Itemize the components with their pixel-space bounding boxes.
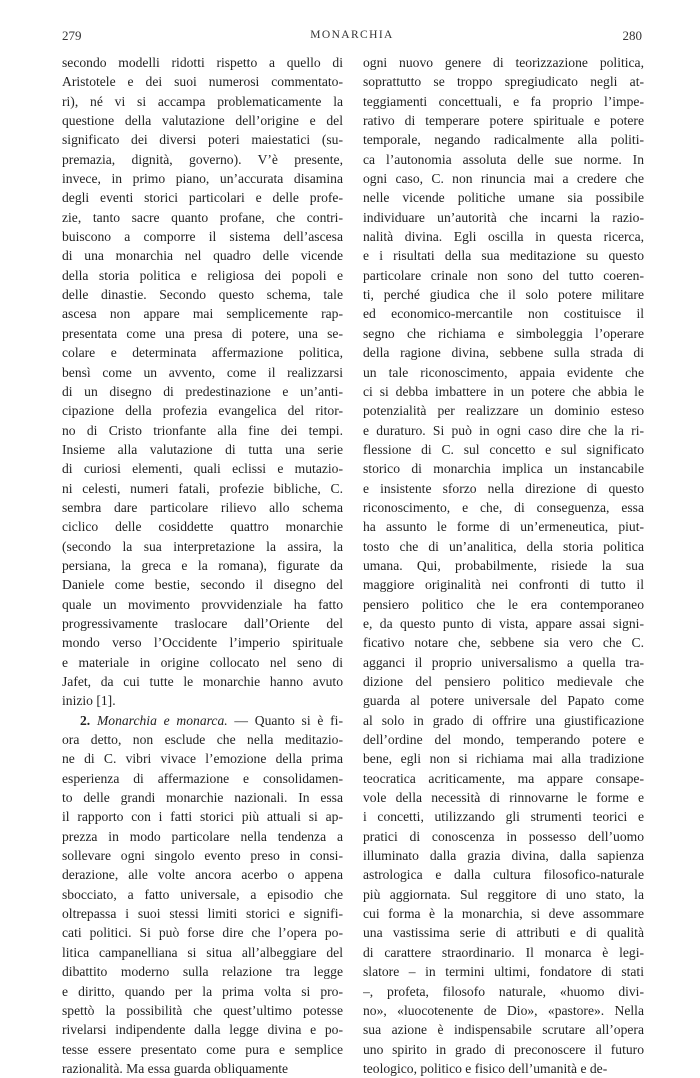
text-line: illuminato dalla grazia divina, dalla sapienza bbox=[363, 848, 644, 864]
text-line: ed economico-mercantile non costituisce il bbox=[363, 306, 644, 322]
text-line: invece, in primo piano, un’accurata disamina bbox=[62, 171, 343, 187]
text-line: tosto che di un’analitica, della storia politica bbox=[363, 538, 644, 554]
text-line: colare e determinata affermazione politica, bbox=[62, 345, 343, 361]
left-column bbox=[62, 53, 343, 1078]
text-line: spettò la possibilità che quest’ultimo potesse bbox=[62, 1002, 343, 1018]
text-line: Daniele come bestie, secondo il disegno del bbox=[62, 577, 343, 593]
text-line: dibattito moderno sulla relazione tra legge bbox=[62, 964, 343, 980]
running-title: MONARCHIA bbox=[310, 29, 394, 41]
text-line: riconoscimento, e che, di conseguenza, essa bbox=[363, 499, 644, 515]
text-line: cipazione della profezia evangelica del ritor- bbox=[62, 403, 343, 419]
text-line: derazione, alle volte ancora acerbo o appena bbox=[62, 867, 343, 883]
text-line: tesse essere presentato come pura e semplice bbox=[62, 1041, 343, 1057]
text-line: potenzialità per realizzare un dominio esteso bbox=[363, 403, 644, 419]
text-line: Jafet, da cui tutte le monarchie hanno avuto bbox=[62, 674, 343, 689]
text-line: progressivamente traslocare dall’Oriente del bbox=[62, 615, 343, 631]
section-number: 2. bbox=[80, 712, 91, 728]
text-line: (secondo la sua interpretazione la assira, la bbox=[62, 538, 343, 554]
text-line: astrologica e dalla cultura filosofico-naturale bbox=[363, 867, 644, 883]
text-line: e i risultati della sua meditazione su questo bbox=[363, 248, 644, 264]
text-line: cati politici. Si può forse dire che l’opera po- bbox=[62, 925, 343, 941]
text-line: e insistente sforzo nella direzione di questo bbox=[363, 480, 644, 496]
text-line: ogni nuovo genere di teorizzazione politica, bbox=[363, 55, 644, 70]
text-line: bensì come un avvento, come il realizzarsi bbox=[62, 364, 343, 380]
text-line: il rapporto con i fatti storici più attuali si ap- bbox=[62, 809, 343, 825]
text-line: ogni caso, C. non rinuncia mai a credere che bbox=[363, 171, 644, 187]
text-line: di una monarchia nel quadro delle vicende bbox=[62, 248, 343, 264]
text-line: no di Cristo trionfante alla fine dei tempi. bbox=[62, 422, 343, 438]
text-line: di curiosi elementi, quali eclissi e mutazio- bbox=[62, 461, 343, 477]
text-line: uno spirito in grado di preconoscere il futuro bbox=[363, 1041, 644, 1057]
text-line: sua azione è indispensabile scrutare all’opera bbox=[363, 1022, 644, 1038]
text-line: della storia politica e religiosa dei popoli e bbox=[62, 267, 343, 283]
text-line: delle dinastie. Secondo questo schema, tale bbox=[62, 287, 343, 303]
text-line: di carattere straordinario. Il monarca è legi- bbox=[363, 944, 644, 960]
text-line: inizio [1]. bbox=[62, 693, 116, 709]
text-line: –, profeta, filosofo naturale, «huomo divi- bbox=[363, 983, 644, 999]
text-line: ora detto, non esclude che nella meditazio- bbox=[62, 732, 343, 748]
text-line: quale un movimento provvidenziale ha fatto bbox=[62, 596, 343, 612]
text-line: umana. Qui, probabilmente, risiede la sua bbox=[363, 557, 644, 573]
text-line: flessione di C. sul concetto e sul significato bbox=[363, 441, 644, 457]
text-line: segno che richiama e simboleggia l’operare bbox=[363, 325, 644, 341]
text-line: ri), né vi si accampa problematicamente la bbox=[62, 93, 343, 109]
text-line: ci si debba imbattere in un potere che abbia le bbox=[363, 383, 644, 399]
text-line: nalità divina. Egli oscilla in questa ricerca, bbox=[363, 229, 644, 245]
text-line: e diritto, quando per la prima volta si pro- bbox=[62, 983, 343, 999]
text-line: di un disegno di predestinazione e un’anti- bbox=[62, 383, 343, 399]
text-line: più aggiornata. Sul reggitore di uno stato, la bbox=[363, 886, 644, 902]
text-line: e materiale in origine collocato nel seno di bbox=[62, 654, 343, 670]
text-line: nelle vicende politiche umane sia possibile bbox=[363, 190, 644, 206]
text-line: agganci il proprio universalismo a quella tra- bbox=[363, 654, 644, 670]
text-line: sbocciato, a fatto universale, a episodio che bbox=[62, 886, 343, 902]
text-line: to delle grandi monarchie nazionali. In essa bbox=[62, 790, 343, 806]
text-line: ca l’autonomia assoluta delle sue norme. In bbox=[363, 151, 644, 167]
text-line: presentata come una presa di potere, una se- bbox=[62, 325, 343, 341]
section-title: Monarchia e monarca. bbox=[96, 712, 228, 728]
text-line: ni celesti, numeri fatali, profezie bibliche, C. bbox=[62, 480, 343, 496]
text-line: un tale riconoscimento, appaia evidente che bbox=[363, 364, 644, 380]
text-line: teggiamenti concettuali, e fa proprio l’impe- bbox=[363, 93, 644, 109]
text-line: sollevare ogni singolo evento preso in consi- bbox=[62, 848, 343, 864]
text-line: individuare un’autorità che incarni la razio- bbox=[363, 209, 644, 225]
text-line: della ragione divina, sebbene sulla strada di bbox=[363, 345, 644, 361]
text-line: pratici di conoscenza in possesso dell’uomo bbox=[363, 828, 644, 844]
text-line: e duraturo. Si può in ogni caso dire che la ri- bbox=[363, 422, 644, 438]
text-line: ciclico delle cosiddette quattro monarchie bbox=[62, 519, 343, 535]
text-line: zie, tanto sacre quanto profane, che contri- bbox=[62, 209, 343, 225]
text-line: ti, perché giudica che il solo potere militare bbox=[363, 287, 644, 303]
text-line: mondo verso l’Occidente l’imperio spirituale bbox=[62, 635, 343, 651]
text-line: significato dei diversi poteri maiestatici (su- bbox=[62, 132, 343, 148]
text-line: ficativo notare che, sebbene sia vero che C. bbox=[363, 635, 644, 651]
text-line: rativo di temperare potere spirituale e potere bbox=[363, 113, 644, 129]
page-header bbox=[62, 28, 642, 48]
text-line: persiana, la greca e la romana), figurate da bbox=[62, 557, 343, 573]
text-line: ha assunto le forme di un’ermeneutica, piut- bbox=[363, 519, 644, 535]
text-line: storico di monarchia implica un instancabile bbox=[363, 461, 644, 477]
text-line: litica campanelliana si situa all’albeggiare del bbox=[62, 944, 343, 960]
section-heading-line bbox=[62, 711, 343, 730]
page-number-left: 279 bbox=[62, 28, 82, 43]
text-line: razionalità. Ma essa guarda obliquamente bbox=[62, 1060, 289, 1076]
text-line: esperienza di affermazione e consolidamen- bbox=[62, 770, 343, 786]
text-line: al solo in grado di offrire una giustificazione bbox=[363, 712, 644, 728]
text-line: bene, egli non si richiama mai alla tradizione bbox=[363, 751, 644, 767]
text-line: buiscono a comporre il sistema dell’ascesa bbox=[62, 229, 343, 245]
text-line: maggiore originalità nei confronti di tutto il bbox=[363, 577, 644, 593]
text-line: pensiero politico che le era contemporaneo bbox=[363, 596, 644, 612]
text-line: dell’ordine del mondo, temperando potere e bbox=[363, 732, 644, 748]
text-line: dizione del pensiero politico medievale che bbox=[363, 674, 644, 689]
text-line: prezza in modo particolare nella tendenza a bbox=[62, 828, 343, 844]
page-number-right: 280 bbox=[622, 28, 642, 43]
text-line: vole della necessità di rinnovarne le forme e bbox=[363, 790, 644, 806]
text-line: temporale, negando radicalmente alla politi- bbox=[363, 132, 644, 148]
text-line: una vastissima serie di attributi e di qualità bbox=[363, 925, 644, 941]
text-line: no», «luocotenente de Dio», «pastore». Nella bbox=[363, 1002, 644, 1018]
section-first-line-rest: — Quanto si è fi- bbox=[227, 712, 343, 728]
text-line: sembra dare particolare rilievo allo schema bbox=[62, 499, 343, 515]
text-line: Aristotele e dei suoi numerosi commentato- bbox=[62, 74, 343, 90]
right-column bbox=[363, 53, 644, 1078]
text-line: e, da questo punto di vista, appare assai signi- bbox=[363, 615, 644, 631]
text-line: cui forma è la monarchia, si deve assommare bbox=[363, 906, 644, 922]
text-line: secondo modelli ridotti rispetto a quello di bbox=[62, 55, 343, 70]
text-line: soprattutto se troppo spregiudicato negli at- bbox=[363, 74, 644, 90]
text-line: oltrepassa i suoi stessi limiti storici e signifi- bbox=[62, 906, 343, 922]
text-line: ne di C. vibri vivace l’emozione della prima bbox=[62, 751, 343, 767]
text-line: ascesa non appare mai semplicemente rap- bbox=[62, 306, 343, 322]
text-line: guarda al potere universale del Papato come bbox=[363, 693, 644, 709]
text-line: particolare crinale non sono del tutto coeren- bbox=[363, 267, 644, 283]
text-line: i concetti, utilizzando gli strumenti teorici e bbox=[363, 809, 644, 825]
text-line: teocratica acriticamente, ma appare consape- bbox=[363, 770, 644, 786]
text-line: premazia, dignità, governo). V’è presente, bbox=[62, 151, 343, 167]
text-line: rivelarsi indipendente dalla legge divina e po- bbox=[62, 1022, 343, 1038]
text-line: Insieme alla valutazione di tutta una serie bbox=[62, 441, 343, 457]
text-line: teologico, politico e fisico dell’umanità e de- bbox=[363, 1060, 608, 1076]
text-line: slatore – in termini ultimi, fondatore di stati bbox=[363, 964, 644, 980]
text-line: questione della valutazione dell’origine e del bbox=[62, 113, 343, 129]
text-line: degli eventi storici particolari e delle profe- bbox=[62, 190, 343, 206]
